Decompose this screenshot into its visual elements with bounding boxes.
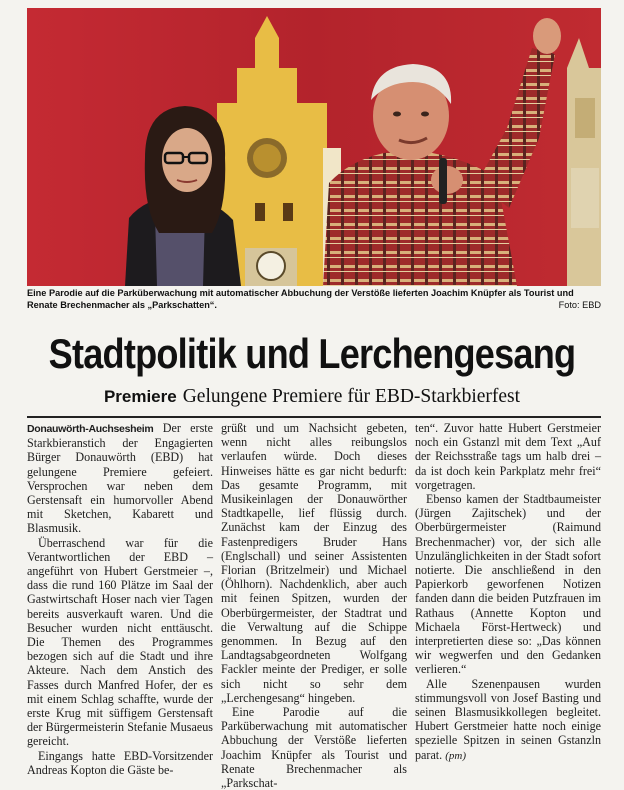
backdrop-tower-right — [567, 38, 601, 286]
author-signature: (pm) — [445, 749, 467, 762]
article-paragraph: Überraschend war für die Verantwortlichen der EBD – angeführt von Hubert Gerstmeier –, dass die rund 160 Plätze im Saal der Gastwirtschaft Hoser nach vier Tagen bereits ausverkauft waren. Und die Besucher wurden nicht enttäuscht. Die Themen des Programmes bezogen sich auf die Stadt und ihre Akteure. Nach dem Anstich des Fasses durch Manfred Hofer, der es mit einem Schlag schaffte, wurde der erste Krug mit süffigem Gerstensaft der Bürgermeisterin Stefanie Musaeus gereicht. — [27, 535, 213, 749]
stage-scene-illustration — [27, 8, 601, 286]
paragraph-text: Der erste Starkbieranstich der Engagierten Bürger Donauwörth (EBD) hat gelungene Premiere gefeiert. Versprochen war neben dem Gerstensaft ein humorvoller Abend mit Sketchen, Kabarett und Blasmusik. — [27, 421, 213, 536]
subheadline-text: Gelungene Premiere für EBD-Starkbierfest — [182, 386, 521, 407]
article-column-3 — [415, 421, 601, 763]
article-paragraph: grüßt und um Nachsicht gebeten, wenn nicht alles reibungslos verlaufen würde. Doch dieses Hinweises hätte es gar nicht bedurft: Das gesamte Programm, mit Musikeinlagen der Donauwörther Stadtkapelle, lief flüssig durch. Zunächst kam der Einzug des Fastenpredigers Bruder Hans (Englschall) und seiner Assistenten Florian (Britzelmeir) und Michael (Öhlhorn). Nachdenklich, aber auch mit feinen Spitzen, wurden der Oberbürgermeister, der Stadtrat und die Verwaltung auf die Schippe genommen. In Bezug auf den Landtagsabgeordneten Wolfgang Fackler meinte der Prediger, er solle sich nicht so sehr dem „Lerchengesang“ hingeben. — [221, 421, 407, 705]
article-paragraph: Ebenso kamen der Stadtbaumeister (Jürgen Zajitschek) und der Oberbürgermeister (Raimund Brechenmacher) vor, der sich alle Unzulänglichkeiten in der Stadt sofort notierte. Die anschließend in den Papierkorb geworfenen Notizen fanden dann die beiden Putzfrauen im Rathaus (Annette Kopton und Michaela Först-Hertweck) und interpretierten diese so: „Das können wir wegwerfen und den Gedanken verlieren.“ — [415, 492, 601, 677]
headline-divider — [27, 416, 601, 418]
photo-credit: Foto: EBD — [558, 300, 601, 310]
article-paragraph — [27, 421, 213, 536]
photo-caption: Eine Parodie auf die Parküberwachung mit automatischer Abbuchung der Verstöße lieferten Joachim Knüpfer als Tourist und Renate Brechenmacher als „Parkschatten“. — [27, 288, 574, 310]
article-paragraph — [415, 677, 601, 763]
article-paragraph: Eine Parodie auf die Parküberwachung mit automatischer Abbuchung der Verstöße lieferten Joachim Knüpfer als Tourist und Renate Brechenmacher als „Parkschat- — [221, 705, 407, 790]
article-column-1 — [27, 421, 213, 777]
article-column-2 — [221, 421, 407, 790]
article-dateline: Donauwörth-Auchsesheim — [27, 423, 154, 435]
article-subheadline — [0, 386, 624, 408]
article-paragraph: ten“. Zuvor hatte Hubert Gerstmeier noch ein Gstanzl mit dem Text „Auf der Reichsstraße tags um halb drei – da ist doch kein Parkplatz mehr frei“ vorgetragen. — [415, 421, 601, 492]
subheadline-kicker: Premiere — [103, 387, 177, 406]
article-headline: Stadtpolitik und Lerchengesang — [48, 330, 576, 377]
paragraph-text: Alle Szenenpausen wurden stimmungsvoll von Josef Basting und seinen Blasmusikkollegen begleitet. Hubert Gerstmeier hatte noch einige spezielle Spitzen in seinen Gstanzln parat. — [415, 676, 601, 762]
article-paragraph: Eingangs hatte EBD-Vorsitzender Andreas Kopton die Gäste be- — [27, 748, 213, 777]
article-body — [27, 421, 601, 790]
article-photo — [27, 8, 601, 286]
